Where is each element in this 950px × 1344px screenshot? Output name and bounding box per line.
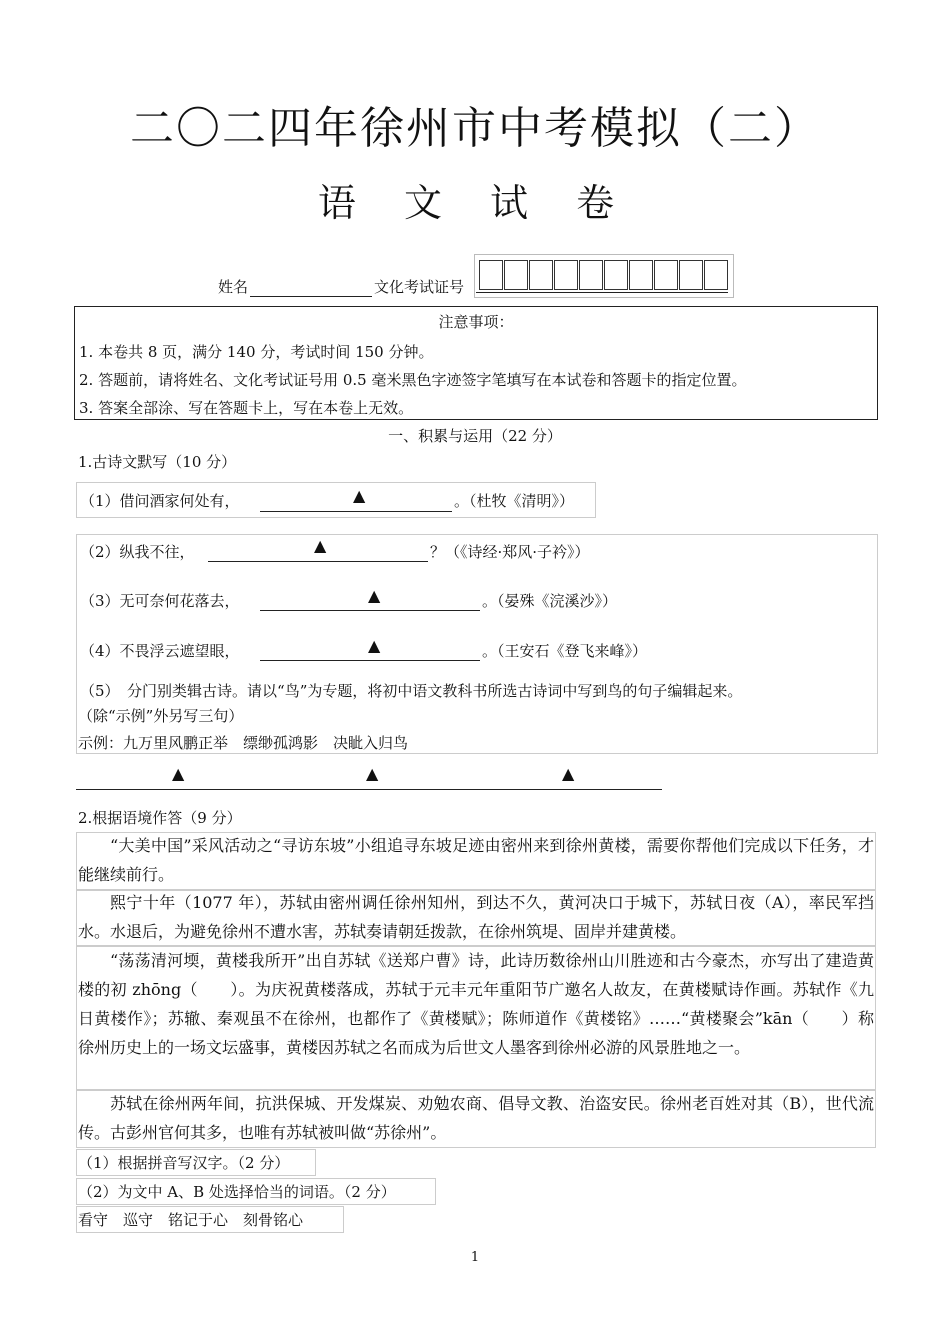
item5-instruction-note: （除“示例”外另写三句） (78, 707, 244, 725)
fill-item-prefix: （1）借问酒家何处有， (80, 492, 240, 510)
page-title: 二〇二四年徐州市中考模拟（二） (130, 103, 820, 154)
fill-item-suffix: 。（王安石《登飞来峰》） (482, 642, 648, 660)
page-subtitle: 语 文 试 卷 (317, 181, 633, 225)
cert-digit-box[interactable] (704, 260, 728, 290)
context-paragraph: 熙宁十年（1077 年），苏轼由密州调任徐州知州，到达不久，黄河决口于城下，苏轼日夜（A），率民军挡水。水退后，为避免徐州不遭水害，苏轼奏请朝廷拨款，在徐州筑堤、固岸并建黄楼。 (78, 893, 874, 941)
cert-digit-box[interactable] (554, 260, 578, 290)
notice-box (74, 306, 878, 420)
question-heading: 1.古诗文默写（10 分） (78, 453, 237, 471)
cert-digit-box[interactable] (529, 260, 553, 290)
context-paragraph: 苏轼在徐州两年间，抗洪保城、开发煤炭、劝勉农商、倡导文教、治盗安民。徐州老百姓对其（B），世代流传。古彭州官何其多，也唯有苏轼被叫做“苏徐州”。 (78, 1094, 874, 1142)
fill-item-prefix: （4）不畏浮云遮望眼， (80, 642, 240, 660)
answer-placeholder-icon: ▲ (314, 536, 327, 555)
answer-placeholder-icon: ▲ (562, 764, 575, 783)
answer-blank[interactable] (76, 789, 662, 790)
cert-number-grid[interactable] (474, 254, 734, 298)
context-paragraph: “大美中国”采风活动之“寻访东坡”小组追寻东坡足迹由密州来到徐州黄楼，需要你帮他们完成以下任务，才能继续前行。 (78, 836, 874, 884)
cert-digit-box[interactable] (479, 260, 503, 290)
answer-placeholder-icon: ▲ (368, 586, 381, 605)
sub-question: （2）为文中 A、B 处选择恰当的词语。（2 分） (78, 1183, 396, 1201)
word-options: 看守 巡守 铭记于心 刻骨铭心 (78, 1211, 304, 1229)
answer-placeholder-icon: ▲ (366, 764, 379, 783)
page-number: 1 (470, 1250, 480, 1265)
notice-item: 3. 答案全部涂、写在答题卡上，写在本卷上无效。 (79, 399, 414, 417)
item5-example: 示例：九万里风鹏正举 缥缈孤鸿影 决眦入归鸟 (78, 734, 409, 752)
section-heading: 一、积累与运用（22 分） (388, 427, 562, 445)
item5-instruction: （5） 分门别类辑古诗。请以“鸟”为专题，将初中语文教科书所选古诗词中写到鸟的句子编辑起来。 (80, 682, 743, 700)
answer-placeholder-icon: ▲ (368, 636, 381, 655)
cert-label: 文化考试证号 (374, 278, 465, 296)
name-field[interactable] (250, 296, 372, 297)
fill-item-suffix: 。（晏殊《浣溪沙》） (482, 592, 618, 610)
cert-digit-box[interactable] (604, 260, 628, 290)
answer-blank[interactable] (260, 660, 480, 661)
answer-blank[interactable] (260, 511, 452, 512)
notice-item: 1. 本卷共 8 页，满分 140 分，考试时间 150 分钟。 (79, 343, 434, 361)
cert-digit-box[interactable] (629, 260, 653, 290)
answer-placeholder-icon: ▲ (353, 486, 366, 505)
notice-heading: 注意事项： (438, 313, 514, 331)
cert-digit-box[interactable] (654, 260, 678, 290)
answer-blank[interactable] (260, 610, 480, 611)
question-heading: 2.根据语境作答（9 分） (78, 809, 242, 827)
fill-item-prefix: （2）纵我不往， (80, 543, 195, 561)
cert-digit-box[interactable] (679, 260, 703, 290)
fill-item-prefix: （3）无可奈何花落去， (80, 592, 240, 610)
notice-item: 2. 答题前，请将姓名、文化考试证号用 0.5 毫米黑色字迹签字笔填写在本试卷和答题卡的指定位置。 (79, 371, 747, 389)
fill-item-suffix: ？（《诗经·郑风·子衿》） (430, 543, 590, 561)
cert-digit-box[interactable] (504, 260, 528, 290)
sub-question: （1）根据拼音写汉字。（2 分） (78, 1154, 290, 1172)
cert-digit-box[interactable] (579, 260, 603, 290)
context-paragraph: “荡荡清河堧，黄楼我所开”出自苏轼《送郑户曹》诗，此诗历数徐州山川胜迹和古今豪杰，亦写出了建造黄楼的初 zhōng（ ）。为庆祝黄楼落成，苏轼于元丰元年重阳节广邀名人故友，在黄楼赋诗作画。苏轼作《九日黄楼作》；苏辙、秦观虽不在徐州，也都作了《黄楼赋》；陈师道作《黄楼铭》……“黄楼聚会”kān（ ）称徐州历史上的一场文坛盛事，黄楼因苏轼之名而成为后世文人墨客到徐州必游的风景胜地之一。 (78, 951, 874, 1057)
answer-blank[interactable] (208, 561, 428, 562)
fill-item-suffix: 。（杜牧《清明》） (454, 492, 575, 510)
name-label: 姓名 (218, 278, 249, 296)
answer-placeholder-icon: ▲ (172, 764, 185, 783)
